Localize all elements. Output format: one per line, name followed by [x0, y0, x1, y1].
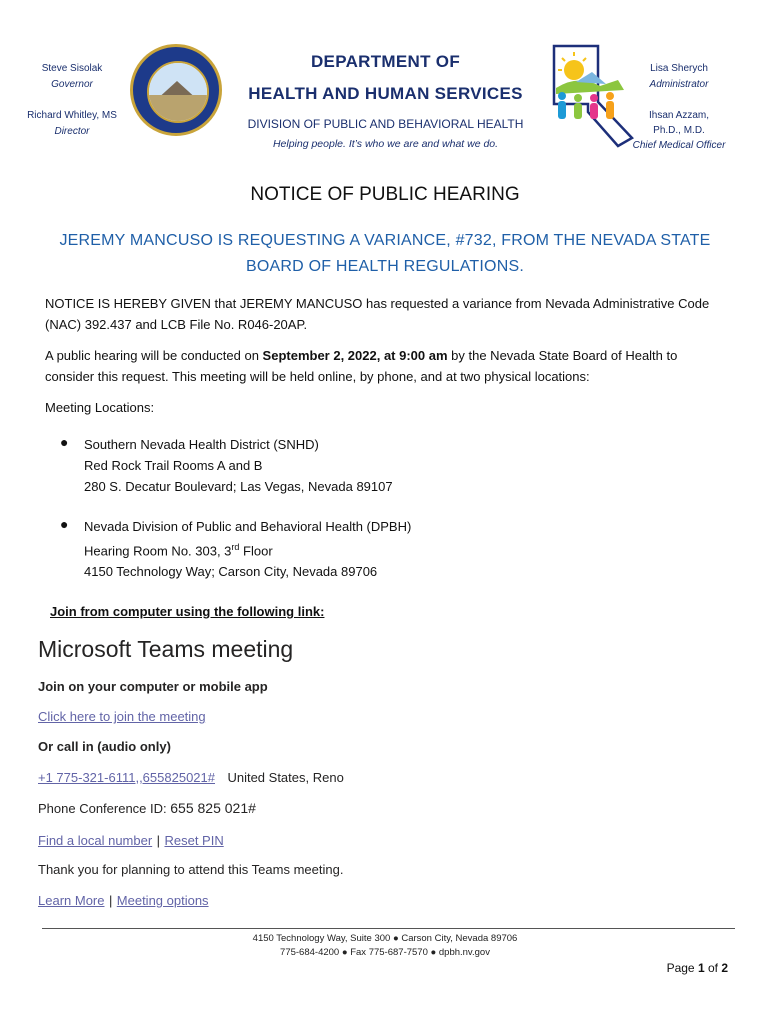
location-snhd [84, 434, 393, 497]
paragraph-2-line2: consider this request. This meeting will be held online, by phone, and at two physical locations: [45, 369, 590, 384]
footer-divider [42, 928, 735, 929]
join-label: Join on your computer or mobile app [38, 679, 268, 694]
paragraph-2-prefix: A public hearing will be conducted on [45, 348, 263, 363]
paragraph-1-line2: (NAC) 392.437 and LCB File No. R046-20AP. [45, 317, 308, 332]
governor-title: Governor [51, 79, 93, 90]
administrator-name: Lisa Sherych [650, 63, 708, 74]
location-2-line2: Hearing Room No. 303, 3rd Floor [84, 542, 273, 559]
location-2-line3: 4150 Technology Way; Carson City, Nevada 89706 [84, 564, 378, 580]
phone-number-link[interactable]: +1 775-321-6111,,655825021# [38, 770, 215, 785]
nevada-state-seal-logo [130, 44, 222, 136]
notice-paragraph-1 [45, 293, 735, 335]
notice-subtitle-line2: BOARD OF HEALTH REGULATIONS. [246, 258, 524, 275]
meeting-locations-label: Meeting Locations: [45, 400, 155, 415]
help-links-row [38, 832, 224, 850]
thanks-text: Thank you for planning to attend this Teams meeting. [38, 862, 344, 877]
link-separator: | [156, 833, 161, 848]
bullet-icon: ● [60, 516, 69, 532]
join-meeting-link[interactable]: Click here to join the meeting [38, 709, 206, 724]
find-local-number-link[interactable]: Find a local number [38, 833, 153, 848]
conference-id-row [38, 800, 256, 816]
teams-meeting-title: Microsoft Teams meeting [38, 636, 294, 662]
tagline: Helping people. It’s who we are and what we do. [272, 138, 499, 150]
location-2-line1: Nevada Division of Public and Behavioral Health (DPBH) [84, 519, 412, 534]
chief-medical-officer-name-line1: Ihsan Azzam, [648, 110, 710, 121]
director-name: Richard Whitley, MS [27, 110, 117, 121]
director-title: Director [54, 126, 90, 137]
call-in-label: Or call in (audio only) [38, 739, 171, 754]
reset-pin-link[interactable]: Reset PIN [164, 833, 224, 848]
learn-more-link[interactable]: Learn More [38, 893, 105, 908]
administrator-title: Administrator [649, 79, 709, 90]
chief-medical-officer-title: Chief Medical Officer [632, 140, 726, 151]
department-title-line1: DEPARTMENT OF [310, 52, 461, 71]
join-heading: Join from computer using the following link: [50, 604, 325, 619]
footer-address: 4150 Technology Way, Suite 300 ● Carson City, Nevada 89706 [252, 933, 518, 944]
location-1-line1: Southern Nevada Health District (SNHD) [84, 437, 319, 452]
options-links-row [38, 892, 209, 910]
location-dpbh [84, 516, 411, 582]
paragraph-1-line1: NOTICE IS HEREBY GIVEN that JEREMY MANCUSO has requested a variance from Nevada Administrative Code [45, 296, 710, 311]
division-title: DIVISION OF PUBLIC AND BEHAVIORAL HEALTH [247, 117, 524, 131]
location-1-line3: 280 S. Decatur Boulevard; Las Vegas, Nevada 89107 [84, 479, 393, 494]
bullet-icon: ● [60, 434, 69, 450]
dhhs-logo [548, 42, 636, 150]
page-number: Page 1 of 2 [666, 961, 728, 975]
phone-row [38, 769, 344, 787]
notice-subtitle-line1: JEREMY MANCUSO IS REQUESTING A VARIANCE, #732, FROM THE NEVADA STATE [59, 232, 711, 249]
location-1-line2: Red Rock Trail Rooms A and B [84, 458, 263, 473]
department-title-line2: HEALTH AND HUMAN SERVICES [248, 84, 523, 103]
conference-id-value: 655 825 021# [170, 800, 256, 816]
notice-subtitle [50, 228, 720, 280]
footer-contact: 775-684-4200 ● Fax 775-687-7570 ● dpbh.nv.gov [280, 947, 490, 958]
phone-location: United States, Reno [227, 770, 344, 785]
governor-name: Steve Sisolak [41, 63, 103, 74]
notice-title: NOTICE OF PUBLIC HEARING [250, 184, 520, 205]
paragraph-2-suffix: by the Nevada State Board of Health to [447, 348, 678, 363]
hearing-date: September 2, 2022, at 9:00 am [262, 348, 448, 363]
chief-medical-officer-name-line2: Ph.D., M.D. [653, 125, 705, 136]
conference-id-label: Phone Conference ID: [38, 801, 171, 816]
link-separator: | [108, 893, 113, 908]
notice-paragraph-2 [45, 345, 735, 387]
meeting-options-link[interactable]: Meeting options [116, 893, 209, 908]
